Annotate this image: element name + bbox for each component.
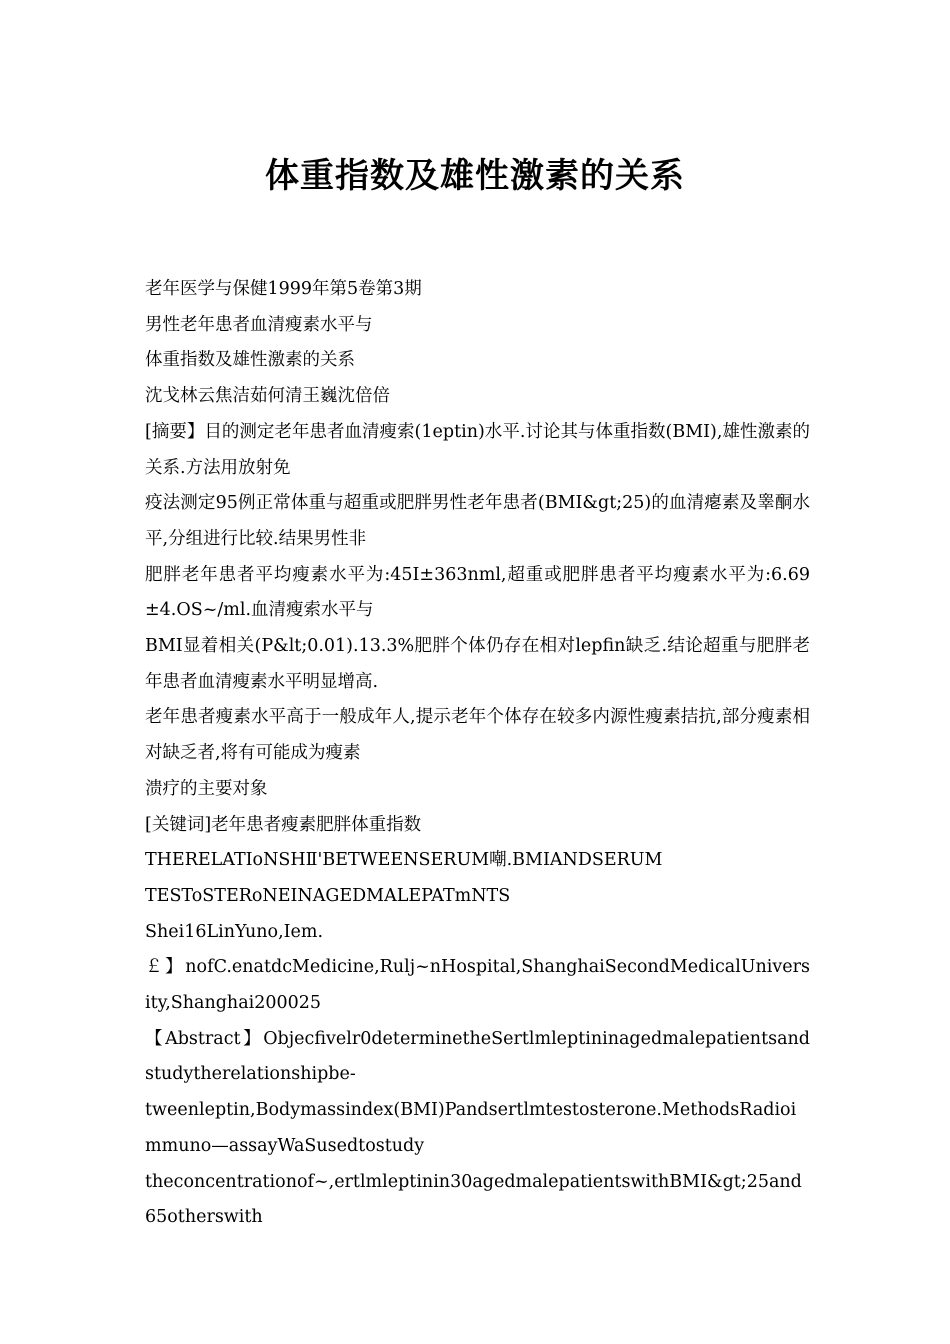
document-title: 体重指数及雄性激素的关系 (265, 156, 685, 196)
paragraph: 疫法测定95例正常体重与超重或肥胖男性老年患者(BMI&gt;25)的血清瘪素及睾酮水平,分组进行比较.结果男性非 (145, 493, 810, 549)
paragraph: 【Abstract】Objecfivelr0determinetheSertlmleptininagedmalepatientsandstudytherelationshipbe- (145, 1028, 810, 1085)
paragraph: ￡】nofC.enatdcMedicine,Rulj~nHospital,ShanghaiSecondMedicalUniversity,Shanghai200025 (145, 957, 810, 1014)
paragraph: theconcentrationof~,ertlmleptinin30agedmalepatientswithBMI&gt;25and65otherswith (145, 1171, 802, 1228)
paragraph: tweenleptin,Bodymassindex(BMI)Pandsertlmtestosterone.MethodsRadioimmuno—assayWaSusedtostudy (145, 1100, 797, 1156)
paragraph: 老年医学与保健1999年第5卷第3期 (145, 279, 422, 299)
paragraph: [摘要】目的测定老年患者血清瘦索(1eptin)水平.讨论其与体重指数(BMI),雄性激素的关系.方法用放射免 (145, 421, 810, 478)
paragraph: Shei16LinYuno,Iem. (145, 921, 324, 942)
paragraph: 溃疗的主要对象 (145, 778, 268, 799)
document-body (145, 272, 810, 1236)
paragraph: [关键词]老年患者瘦素肥胖体重指数 (145, 814, 422, 835)
paragraph: 沈戈林云焦洁茹何清王巍沈倍倍 (145, 386, 390, 407)
paragraph: TESToSTERoNEINAGEDMALEPATmNTS (145, 885, 511, 906)
paragraph: THERELATIoNSHⅡ'BETWEENSERUM嘲.BMIANDSERUM (145, 850, 663, 871)
paragraph: 肥胖老年患者平均瘦素水平为:45I±363nml,超重或肥胖患者平均瘦素水平为:6.69±4.OS~/ml.血清瘦索水平与 (145, 564, 810, 621)
paragraph: BMI显着相关(P&lt;0.01).13.3%肥胖个体仍存在相对lepfin缺乏.结论超重与肥胖老年患者血清瘦素水平明显增高. (145, 636, 810, 692)
paragraph: 老年患者瘦素水平高于一般成年人,提示老年个体存在较多内源性瘦素拮抗,部分瘦素相对缺乏者,将有可能成为瘦素 (145, 707, 810, 764)
paragraph: 体重指数及雄性激素的关系 (145, 350, 355, 371)
paragraph: 男性老年患者血清瘦素水平与 (145, 314, 373, 335)
